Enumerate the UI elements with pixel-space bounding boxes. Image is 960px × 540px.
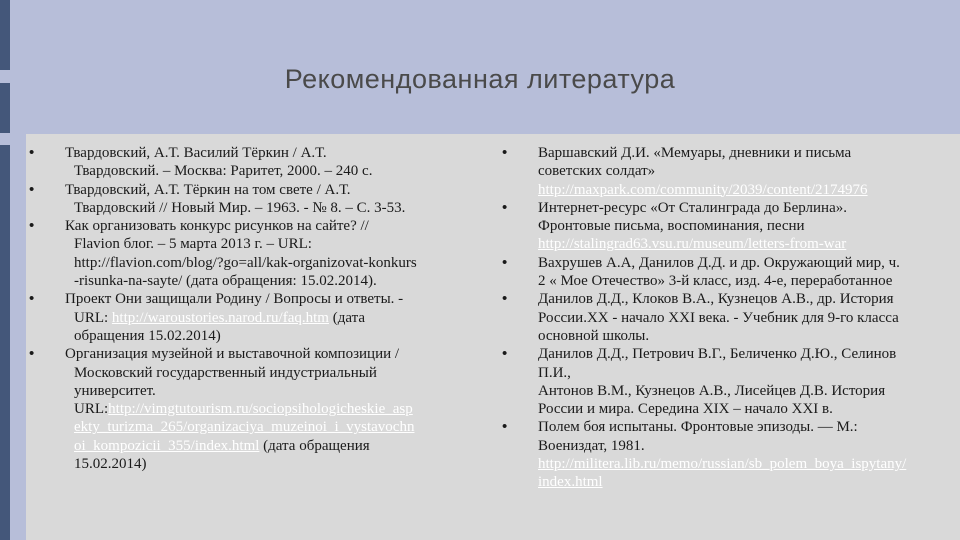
content-panel [26,134,960,540]
link-waroustories[interactable]: http://waroustories.narod.ru/faq.htm [111,309,329,326]
list-item: • Твардовский, А.Т. Василий Тёркин / А.Т. [26,144,474,162]
list-item: • Твардовский, А.Т. Тёркин на том свете / А.Т. [26,181,474,199]
list-item-line: Flavion блог. – 5 марта 2013 г. – URL: [74,236,312,253]
list-item-line: Твардовский. – Москва: Раритет, 2000. – 240 с. [74,163,373,180]
list-item-line: П.И., [538,364,571,381]
right-column [490,144,960,492]
link-militera-cont[interactable]: index.html [538,474,603,491]
list-item-line: Антонов В.М., Кузнецов А.В., Лисейцев Д.В. История [538,382,886,399]
accent-bar-top [0,0,10,70]
list-item-line [490,235,960,253]
list-item: • Интернет-ресурс «От Сталинграда до Берлина». [490,199,960,217]
list-item-line: Воениздат, 1981. [538,437,645,454]
list-item: • Организация музейной и выставочной композиции / [26,345,474,363]
link-vimgtutourism-cont[interactable]: ekty_turizma_265/organizaciya_muzeinoi_i_vystavochn [74,419,415,436]
list-item-line: России и мира. Середина XIX – начало XXI в. [538,401,833,418]
list-item-line: Московский государственный индустриальный [74,364,377,381]
list-item: • Варшавский Д.И. «Мемуары, дневники и письма [490,144,960,162]
list-item-line: 15.02.2014) [74,456,147,473]
link-militera[interactable]: http://militera.lib.ru/memo/russian/sb_polem_boya_ispytany/ [538,456,907,473]
list-item-line: советских солдат» [538,163,656,180]
link-vimgtutourism-end[interactable]: oi_kompozicii_355/index.html [74,437,260,454]
link-stalingrad63[interactable]: http://stalingrad63.vsu.ru/museum/letters-from-war [538,236,847,253]
list-item: • Проект Они защищали Родину / Вопросы и ответы. - [26,290,474,308]
list-item-line [26,418,474,436]
list-item-line: URL:http://vimgtutourism.ru/sociopsihologicheskie_asp [74,401,413,418]
link-vimgtutourism[interactable]: http://vimgtutourism.ru/sociopsihologicheskie_asp [108,401,413,418]
list-item: • Вахрушев А.А, Данилов Д.Д. и др. Окружающий мир, ч. [490,254,960,272]
link-maxpark[interactable]: http://maxpark.com/community/2039/content/2174976 [538,181,868,198]
list-item-line: университет. [74,382,156,399]
list-item: • Данилов Д.Д., Петрович В.Г., Беличенко Д.Ю., Селинов [490,345,960,363]
list-item-line: обращения 15.02.2014) [74,327,221,344]
list-item-line: -risunka-na-sayte/ (дата обращения: 15.02.2014). [74,273,377,290]
list-item-line [490,473,960,491]
list-item-line: России.XX - начало XXI века. - Учебник для 9-го класса [538,309,899,326]
list-item-line: Твардовский // Новый Мир. – 1963. - № 8. – С. 3-53. [74,199,406,216]
list-item-line: http://flavion.com/blog/?go=all/kak-organizovat-konkurs [74,254,417,271]
list-item-line: oi_kompozicii_355/index.html (дата обращения [74,437,370,454]
list-item: • Данилов Д.Д., Клоков В.А., Кузнецов А.В., др. История [490,290,960,308]
list-item: • Как организовать конкурс рисунков на сайте? // [26,217,474,235]
list-item-line [490,455,960,473]
list-item-line: URL: http://waroustories.narod.ru/faq.htm (дата [74,309,366,326]
slide-title: Рекомендованная литература [284,64,676,94]
list-item-line: основной школы. [538,327,650,344]
list-item-line: 2 « Мое Отечество» 3-й класс, изд. 4-е, переработанное [538,273,893,290]
list-item: • Полем боя испытаны. Фронтовые эпизоды. — М.: [490,418,960,436]
list-item-line: Фронтовые письма, воспоминания, песни [538,218,805,235]
accent-bar-bottom [0,145,10,540]
left-column [26,144,474,473]
list-item-line [490,181,960,199]
